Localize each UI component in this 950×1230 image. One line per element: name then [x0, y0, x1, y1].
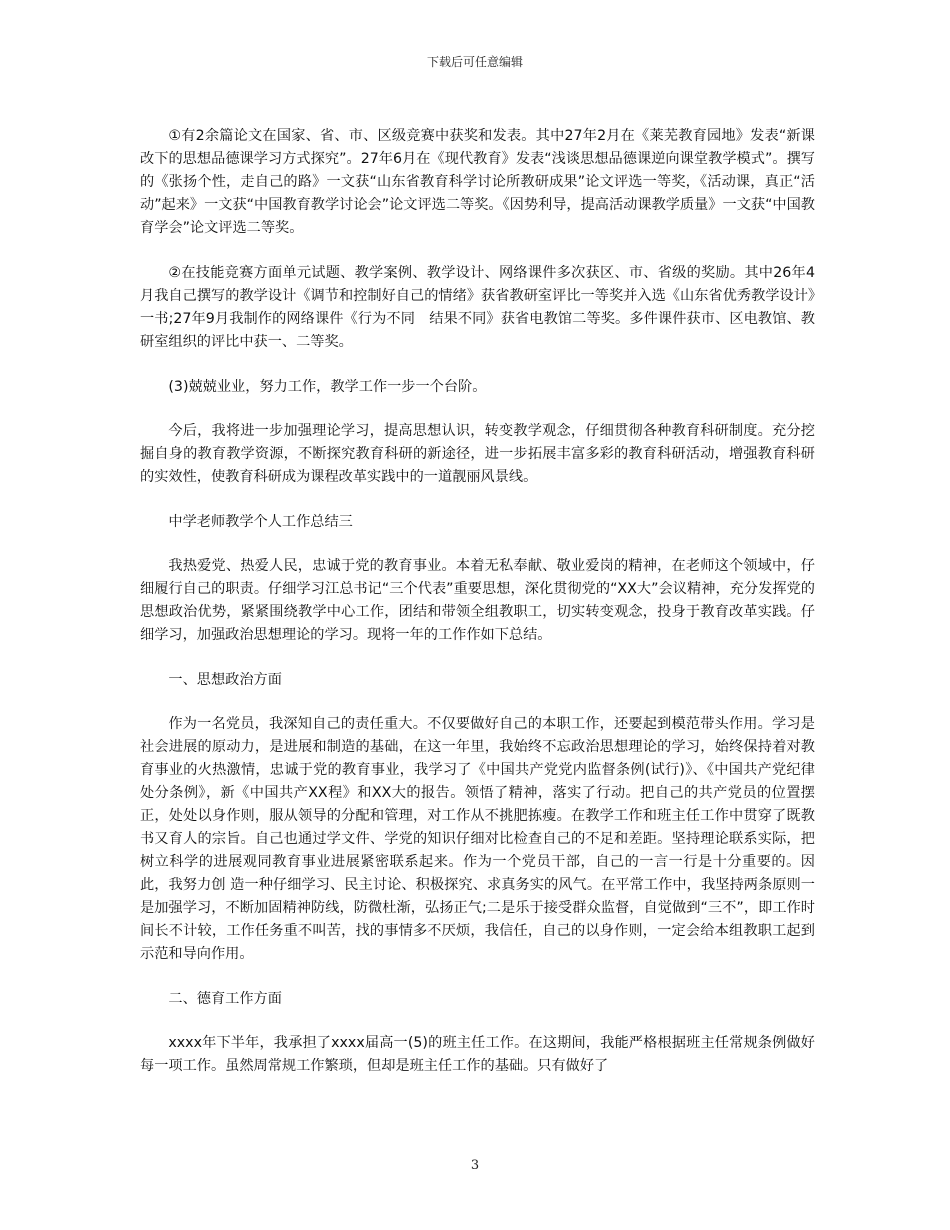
paragraph-papers-awards: ①有2余篇论文在国家、省、市、区级竞赛中获奖和发表。其中27年2月在《莱芜教育园地》发表“新课改下的思想品德课学习方式探究”。27年6月在《现代教育》发表“浅谈思想品德课逆向课堂教学模式”。撰写的《张扬个性，走自己的路》一文获“山东省教育科学讨论所教研成果”论文评选一等奖，《活动课，真正“活动”起来》一文获“中国教育教学讨论会”论文评选二等奖。《因势利导，提高活动课教学质量》一文获“中国教育学会”论文评选二等奖。 [140, 128, 815, 236]
page-header: 下载后可任意编辑 [426, 55, 523, 69]
page-number: 3 [470, 1158, 480, 1173]
section-heading-political: 一、思想政治方面 [168, 672, 282, 688]
document-body [140, 125, 815, 1100]
paragraph-future-plans: 今后，我将进一步加强理论学习，提高思想认识，转变教学观念，仔细贯彻各种教育科研制度。充分挖掘自身的教育教学资源，不断探究教育科研的新途径，进一步拓展丰富多彩的教育科研活动，增强教育科研的实效性，使教育科研成为课程改革实践中的一道靓丽风景线。 [140, 423, 815, 485]
section-heading-moral-education: 二、德育工作方面 [168, 991, 282, 1007]
paragraph-class-teacher: xxxx年下半年，我承担了xxxx届高一(5)的班主任工作。在这期间，我能严格根据班主任常规条例做好每一项工作。虽然周常规工作繁琐，但却是班主任工作的基础。只有做好了 [140, 1035, 815, 1074]
paragraph-skill-competitions: ②在技能竞赛方面单元试题、教学案例、教学设计、网络课件多次获区、市、省级的奖励。其中26年4月我自己撰写的教学设计《调节和控制好自己的情绪》获省教研室评比一等奖并入选《山东省优秀教学设计》一书;27年9月我制作的网络课件《行为不同 结果不同》获省电教馆二等奖。多件课件获市、区电教馆、教研室组织的评比中获一、二等奖。 [140, 265, 815, 350]
paragraph-love-party: 我热爱党、热爱人民，忠诚于党的教育事业。本着无私奉献、敬业爱岗的精神，在老师这个领域中，仔细履行自己的职责。仔细学习江总书记“三个代表”重要思想，深化贯彻党的“XX大”会议精神，充分发挥党的思想政治优势，紧紧围绕教学中心工作，团结和带领全组教职工，切实转变观念，投身于教育改革实践。仔细学习，加强政治思想理论的学习。现将一年的工作作如下总结。 [140, 558, 815, 643]
section-title-summary-three: 中学老师教学个人工作总结三 [168, 514, 353, 530]
paragraph-diligent-work: (3)兢兢业业，努力工作，教学工作一步一个台阶。 [168, 379, 487, 395]
paragraph-party-member: 作为一名党员，我深知自己的责任重大。不仅要做好自己的本职工作，还要起到模范带头作用。学习是社会进展的原动力，是进展和制造的基础，在这一年里，我始终不忘政治思想理论的学习，始终保持着对教育事业的火热激情，忠诚于党的教育事业，我学习了《中国共产党党内监督条例(试行)》、《中国共产党纪律处分条例》，新《中国共产XX程》和XX大的报告。领悟了精神，落实了行动。把自己的共产党员的位置摆正，处处以身作则，服从领导的分配和管理，对工作从不挑肥拣瘦。在教学工作和班主任工作中贯穿了既教书又育人的宗旨。自己也通过学文件、学党的知识仔细对比检查自己的不足和差距。坚持理论联系实际，把树立科学的进展观同教育事业进展紧密联系起来。作为一个党员干部，自己的一言一行是十分重要的。因此，我努力创 造一种仔细学习、民主讨论、积极探究、求真务实的风气。在平常工作中，我坚持两条原则一是加强学习，不断加固精神防线，防微杜渐，弘扬正气;二是乐于接受群众监督，自觉做到“三不”，即工作时间长不计较，工作任务重不叫苦，找的事情多不厌烦，我信任，自己的以身作则，一定会给本组教职工起到示范和导向作用。 [140, 716, 815, 962]
